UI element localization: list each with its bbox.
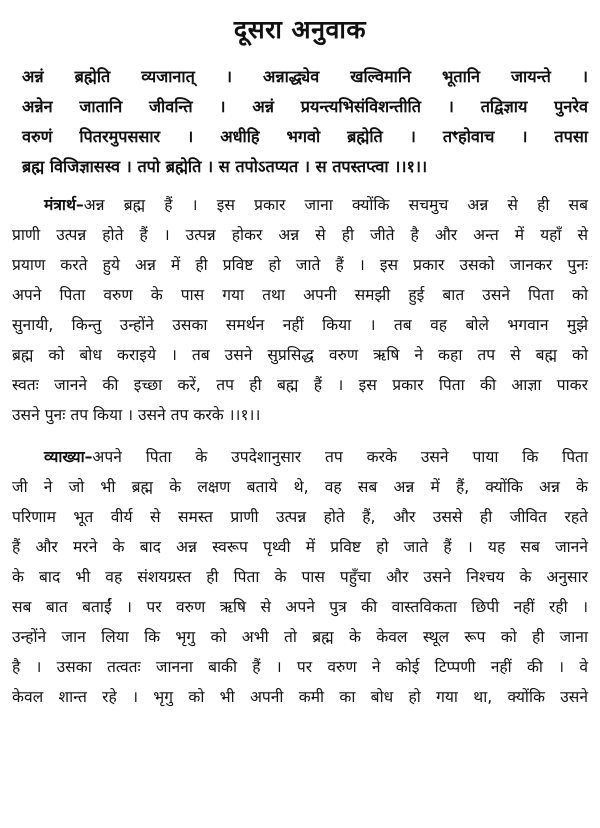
verse-line: वरुणं पितरमुपससार । अधीहि भगवो ब्रह्मेति । तꣳहोवाच । तपसा	[22, 127, 588, 146]
verse-line: अन्नेन जातानि जीवन्ति । अन्नं प्रयन्त्यभिसंविशन्तीति । तद्विज्ञाय पुनरेव	[22, 97, 588, 116]
paragraph-line: सुनायी, किन्तु उन्होंने उसका समर्थन नहीं किया । तब वह बोले भगवान मुझे	[12, 316, 588, 334]
paragraph-line: है । उसका तत्वतः जानना बाकी हैं । पर वरुण ने कोई टिप्पणी नहीं की । वे	[12, 658, 588, 676]
paragraph-line: केवल शान्त रहे । भृगु को भी अपनी कमी का बोध हो गया था, क्योंकि उसने	[12, 688, 588, 706]
verse-line: अन्नं ब्रह्मेति व्यजानात् । अन्नाद्ध्येव खल्विमानि भूतानि जायन्ते ।	[22, 67, 588, 86]
verse-line: ब्रह्म विजिज्ञासस्व । तपो ब्रह्मेति । स तपोऽतप्यत । स तपस्तप्त्वा ।।१।।	[22, 157, 428, 176]
paragraph-line: प्रयाण करते हुये अन्न में ही प्रविष्ट हो जाते हैं । इस प्रकार उसको जानकर पुनः	[12, 256, 588, 274]
paragraph-line: हैं और मरने के बाद अन्न स्वरूप पृथ्वी में प्रविष्ट हो जाते हैं । यह सब जानने	[12, 538, 588, 556]
paragraph-line: ब्रह्म को बोध कराइये । तब उसने सुप्रसिद्ध वरुण ऋषि ने कहा तप से बह्म को	[12, 346, 588, 364]
paragraph-line: स्वतः जानने की इच्छा करें, तप ही बह्म हैं । इस प्रकार पिता की आज्ञा पाकर	[12, 376, 588, 394]
paragraph-line	[12, 190, 588, 220]
paragraph-line: के बाद भी वह संशयग्रस्त ही पिता के पास पहुँचा और उसने निश्चय के अनुसार	[12, 568, 588, 586]
paragraph-text: अन्न ब्रह्म हैं । इस प्रकार जाना क्योंकि सचमुच अन्न से ही सब	[83, 196, 588, 214]
paragraph-line: सब बात बताईं । पर वरुण ऋषि से अपने पुत्र की वास्तविकता छिपी नहीं रही ।	[12, 598, 588, 616]
paragraph-line: जी ने जो भी ब्रह्म के लक्षण बताये थे, वह सब अन्न में हैं, क्योंकि अन्न के	[12, 478, 588, 496]
mantrartha-label: मंत्रार्थ–	[44, 196, 84, 214]
paragraph-line: अपने पिता वरुण के पास गया तथा अपनी समझी हुई बात उसने पिता को	[12, 286, 588, 304]
paragraph-line: उन्होंने जान लिया कि भृगु को अभी तो ब्रह्म के केवल स्थूल रूप को ही जाना	[12, 628, 588, 646]
vyakhya-label: व्याख्या–	[44, 448, 93, 466]
paragraph-line: प्राणी उत्पन्न होते हैं । उत्पन्न होकर अन्न से ही जीते है और अन्त में यहाँ से	[12, 226, 588, 244]
sanskrit-verse	[12, 62, 588, 182]
vyakhya-paragraph	[12, 442, 588, 712]
mantrartha-paragraph	[12, 190, 588, 430]
paragraph-line	[12, 442, 588, 472]
paragraph-line: उसने पुनः तप किया । उसने तप करके ।।१।।	[12, 406, 261, 424]
page-title: दूसरा अनुवाक	[233, 15, 367, 44]
paragraph-text: अपने पिता के उपदेशानुसार तप करके उसने पाया कि पिता	[92, 448, 588, 466]
paragraph-line: परिणाम भूत वीर्य से समस्त प्राणी उत्पन्न होते हैं, और उससे ही जीवित रहते	[12, 508, 588, 526]
